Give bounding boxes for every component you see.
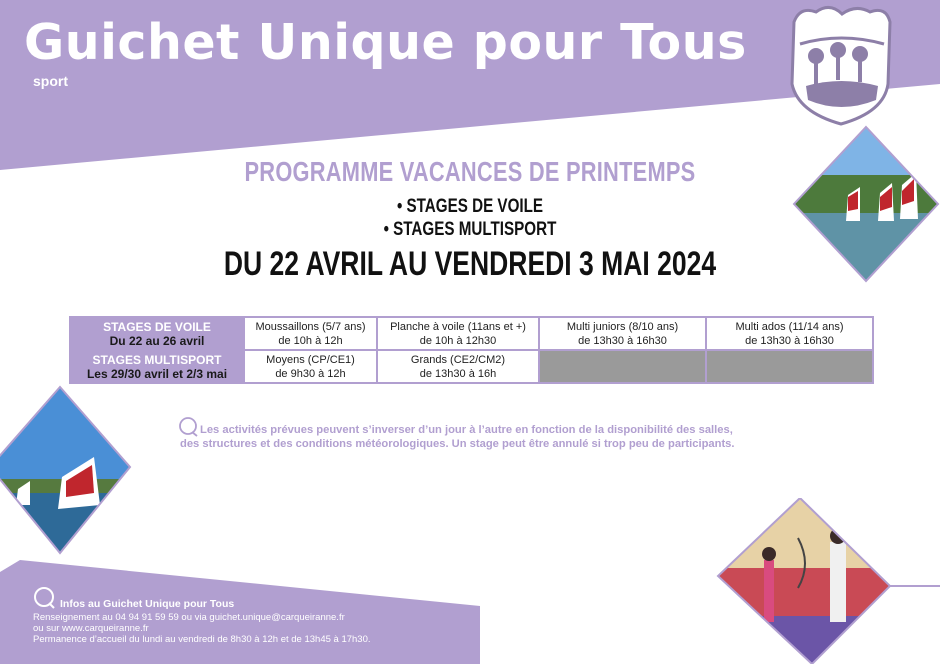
note-line-2: des structures et des conditions météorologiques. Un stage peut être annulé si trop peu de participants. (180, 438, 735, 450)
activity-name: Planche à voile (11ans et +) (390, 320, 526, 333)
activity-name: Moyens (CP/CE1) (266, 353, 355, 366)
activity-name: Multi ados (11/14 ans) (735, 320, 844, 333)
activity-name: Moussaillons (5/7 ans) (255, 320, 366, 333)
bullet-stages-voile: • STAGES DE VOILE (396, 196, 544, 217)
empty-cell (706, 350, 873, 383)
schedule-table (69, 316, 874, 384)
activity-name: Grands (CE2/CM2) (410, 353, 506, 366)
row-header-dates: Les 29/30 avril et 2/3 mai (86, 366, 228, 381)
footer-website-line: ou sur www.carqueiranne.fr (33, 623, 149, 634)
footer-title: Infos au Guichet Unique pour Tous (60, 598, 235, 610)
row-header-dates: Du 22 au 26 avril (109, 333, 205, 348)
town-crest-logo (786, 4, 896, 126)
program-title: PROGRAMME VACANCES DE PRINTEMPS (244, 156, 696, 187)
activity-time: de 13h30 à 16h (419, 367, 497, 380)
row-header-voile (70, 317, 244, 350)
activity-time: de 9h30 à 12h (275, 367, 346, 380)
info-bubble-icon (33, 586, 57, 610)
program-dates: DU 22 AVRIL AU VENDREDI 3 MAI 2024 (223, 245, 717, 283)
bullet-stages-multisport: • STAGES MULTISPORT (383, 219, 557, 240)
row-header-title: STAGES MULTISPORT (92, 352, 222, 367)
table-cell (377, 317, 539, 350)
page-subtitle: sport (33, 73, 68, 89)
activity-name: Multi juniors (8/10 ans) (566, 320, 679, 333)
note-line-1: Les activités prévues peuvent s’inverser d’un jour à l’autre en fonction de la disponibilité des salles, (200, 424, 733, 436)
row-header-title: STAGES DE VOILE (103, 319, 211, 334)
table-cell (706, 317, 873, 350)
page-title: Guichet Unique pour Tous (24, 14, 747, 71)
table-cell (539, 317, 706, 350)
speech-bubble-icon (178, 416, 200, 438)
activity-time: de 10h à 12h30 (419, 334, 497, 347)
sailing-photo (0, 385, 132, 555)
row-header-multisport (70, 350, 244, 383)
table-cell (244, 350, 377, 383)
table-cell (244, 317, 377, 350)
table-row (70, 317, 873, 350)
footer-contact-line: Renseignement au 04 94 91 59 59 ou via guichet.unique@carqueiranne.fr (33, 612, 345, 623)
footer-hours-line: Permanence d’accueil du lundi au vendredi de 8h30 à 12h et de 13h45 à 17h30. (33, 634, 371, 645)
activity-time: de 13h30 à 16h30 (745, 334, 834, 347)
archery-photo (712, 498, 940, 664)
table-row (70, 350, 873, 383)
table-cell (377, 350, 539, 383)
activity-time: de 13h30 à 16h30 (578, 334, 667, 347)
empty-cell (539, 350, 706, 383)
activity-time: de 10h à 12h (278, 334, 343, 347)
disclaimer-note (180, 423, 780, 451)
